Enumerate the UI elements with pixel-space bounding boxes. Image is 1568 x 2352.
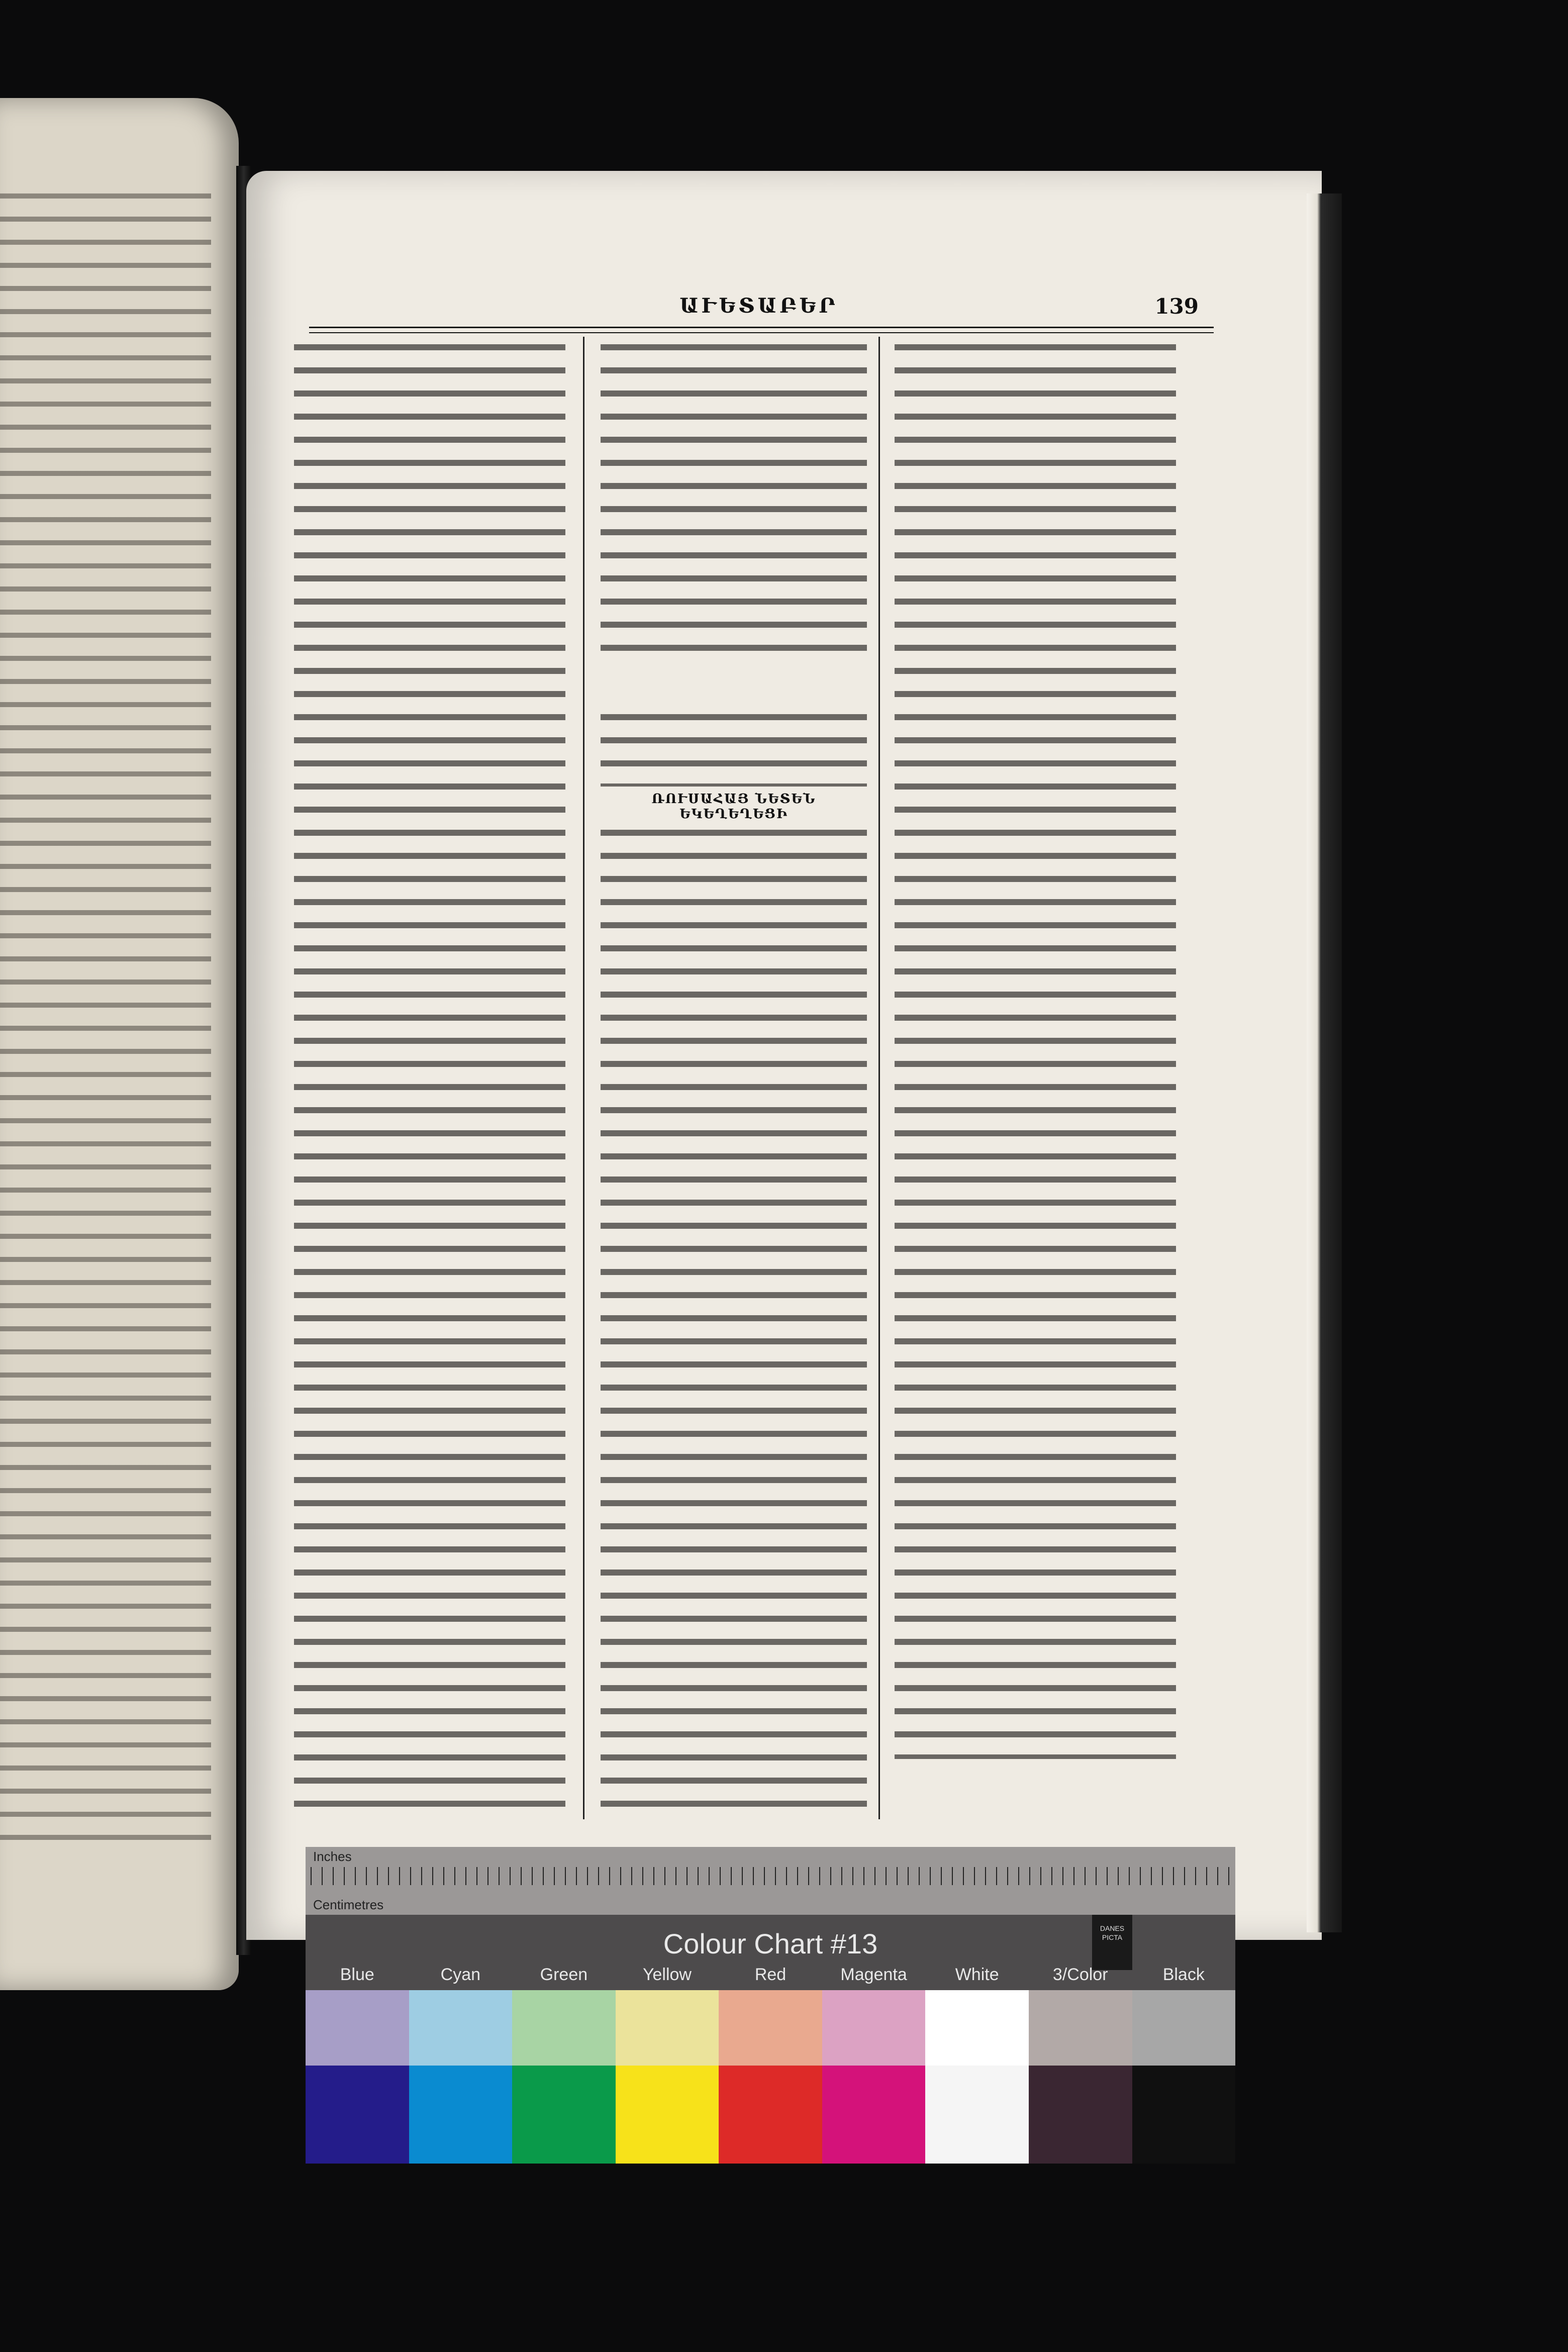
color-swatch — [306, 1990, 409, 2066]
page-number: 139 — [1154, 294, 1199, 319]
left-page-text-block — [0, 193, 211, 1852]
text-column-2 — [601, 344, 867, 1812]
swatch-label: White — [955, 1965, 999, 1984]
color-swatch — [616, 2066, 719, 2164]
swatches-light-row — [306, 1990, 1235, 2066]
color-swatch — [822, 2066, 926, 2164]
swatch-label: Cyan — [440, 1965, 481, 1984]
color-swatch — [1029, 1990, 1132, 2066]
text-column-3 — [895, 344, 1176, 1759]
column-divider — [583, 337, 584, 1819]
swatch-label: Red — [754, 1965, 787, 1984]
swatch-labels — [306, 1965, 1235, 1990]
swatch-label: Green — [540, 1965, 588, 1984]
header-rule — [309, 327, 1214, 333]
color-swatch — [1029, 2066, 1132, 2164]
brand-logo: DANES PICTA — [1092, 1915, 1132, 1970]
page-title: ԱՒԵՏԱԲԵՐ — [679, 294, 838, 318]
swatches-dark-row — [306, 2066, 1235, 2164]
right-page — [246, 171, 1322, 1940]
ruler-cm-label: Centimetres — [313, 1897, 384, 1912]
color-swatch — [719, 2066, 822, 2164]
swatch-label: Black — [1162, 1965, 1205, 1984]
color-swatch — [306, 2066, 409, 2164]
colour-chart-card — [306, 1847, 1235, 2164]
color-swatch — [512, 1990, 616, 2066]
swatch-label: Magenta — [840, 1965, 907, 1984]
chart-title: Colour Chart #13 — [663, 1928, 878, 1959]
ruler-ticks — [311, 1867, 1230, 1885]
swatch-label: Blue — [340, 1965, 374, 1984]
swatch-label: 3/Color — [1052, 1965, 1108, 1984]
color-swatch — [512, 2066, 616, 2164]
color-swatch — [925, 2066, 1029, 2164]
color-swatch — [409, 2066, 513, 2164]
column-divider — [878, 337, 880, 1819]
color-swatch — [616, 1990, 719, 2066]
swatch-label: Yellow — [642, 1965, 692, 1984]
color-swatch — [409, 1990, 513, 2066]
color-swatch — [822, 1990, 926, 2066]
color-swatch — [1132, 2066, 1236, 2164]
color-swatch — [925, 1990, 1029, 2066]
color-swatch — [719, 1990, 822, 2066]
column-gap — [601, 666, 867, 706]
ruler — [306, 1847, 1235, 1915]
color-swatch — [1132, 1990, 1236, 2066]
text-column-1 — [294, 344, 565, 1812]
section-heading: ՌՈՒՍԱՀԱՅ ՆԵՏԵՆ ԵԿԵՂԵՂԵՑԻ — [601, 787, 867, 827]
ruler-inches-label: Inches — [313, 1849, 352, 1864]
left-page — [0, 98, 239, 1990]
book-cover-edge — [1307, 193, 1342, 1932]
